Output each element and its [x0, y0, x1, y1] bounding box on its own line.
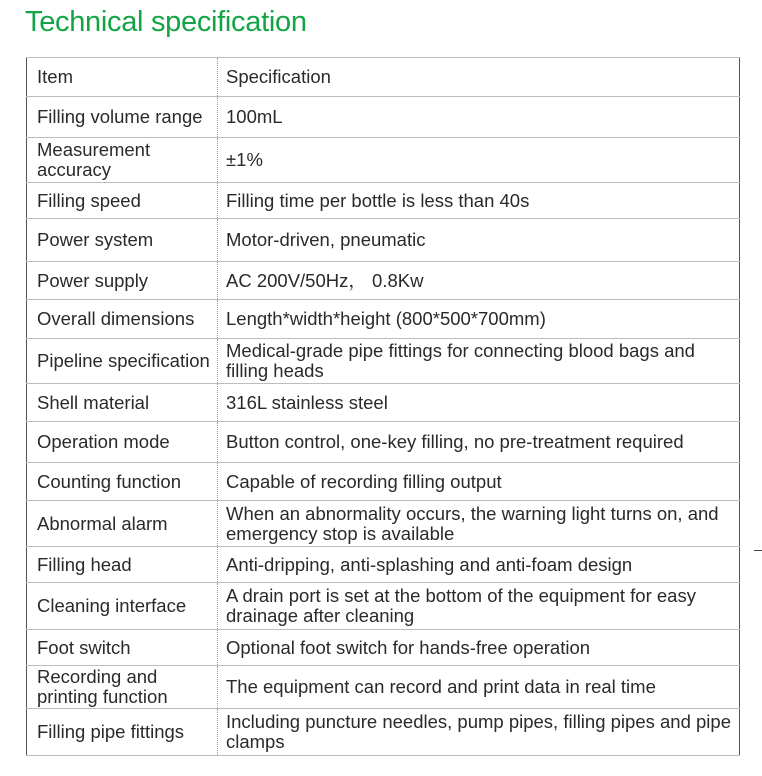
row-spec: Optional foot switch for hands-free operation: [218, 630, 740, 666]
table-row: [27, 384, 740, 422]
row-spec: Capable of recording filling output: [218, 463, 740, 501]
page-title: Technical specification: [25, 6, 307, 38]
table-row: [27, 219, 740, 262]
row-item: Filling speed: [27, 183, 218, 219]
row-spec: The equipment can record and print data in real time: [218, 666, 740, 709]
row-spec: Including puncture needles, pump pipes, filling pipes and pipe clamps: [218, 709, 740, 756]
row-spec: When an abnormality occurs, the warning light turns on, and emergency stop is available: [218, 501, 740, 547]
row-item: Shell material: [27, 384, 218, 422]
table-row: [27, 422, 740, 463]
row-item: Measurement accuracy: [27, 138, 218, 183]
row-spec: Anti-dripping, anti-splashing and anti-foam design: [218, 547, 740, 583]
row-spec: Button control, one-key filling, no pre-treatment required: [218, 422, 740, 463]
row-item: Filling head: [27, 547, 218, 583]
row-item: Filling pipe fittings: [27, 709, 218, 756]
row-item: Pipeline specification: [27, 339, 218, 384]
table-row: [27, 666, 740, 709]
row-item: Overall dimensions: [27, 300, 218, 339]
row-item: Operation mode: [27, 422, 218, 463]
row-spec: ±1%: [218, 138, 740, 183]
table-row: [27, 300, 740, 339]
row-item: Power system: [27, 219, 218, 262]
row-item: Power supply: [27, 262, 218, 300]
table-row: [27, 583, 740, 630]
row-spec: 100mL: [218, 97, 740, 138]
row-item: Cleaning interface: [27, 583, 218, 630]
row-spec: Filling time per bottle is less than 40s: [218, 183, 740, 219]
column-header-specification: Specification: [218, 58, 740, 97]
table-row: [27, 463, 740, 501]
table-row: [27, 183, 740, 219]
table-row: [27, 339, 740, 384]
row-item: Counting function: [27, 463, 218, 501]
table-row: [27, 501, 740, 547]
column-header-item: Item: [27, 58, 218, 97]
table-row: [27, 138, 740, 183]
spec-table: [26, 57, 740, 756]
table-row: [27, 630, 740, 666]
edge-dash-divider: [754, 550, 762, 551]
row-item: Filling volume range: [27, 97, 218, 138]
table-header-row: [27, 58, 740, 97]
table-row: [27, 547, 740, 583]
row-item: Abnormal alarm: [27, 501, 218, 547]
row-spec: AC 200V/50Hz， 0.8Kw: [218, 262, 740, 300]
row-spec: Length*width*height (800*500*700mm): [218, 300, 740, 339]
row-spec: 316L stainless steel: [218, 384, 740, 422]
row-spec: Motor-driven, pneumatic: [218, 219, 740, 262]
row-spec: A drain port is set at the bottom of the equipment for easy drainage after cleaning: [218, 583, 740, 630]
row-item: Recording and printing function: [27, 666, 218, 709]
table-row: [27, 97, 740, 138]
table-row: [27, 262, 740, 300]
row-item: Foot switch: [27, 630, 218, 666]
row-spec: Medical-grade pipe fittings for connecting blood bags and filling heads: [218, 339, 740, 384]
table-row: [27, 709, 740, 756]
